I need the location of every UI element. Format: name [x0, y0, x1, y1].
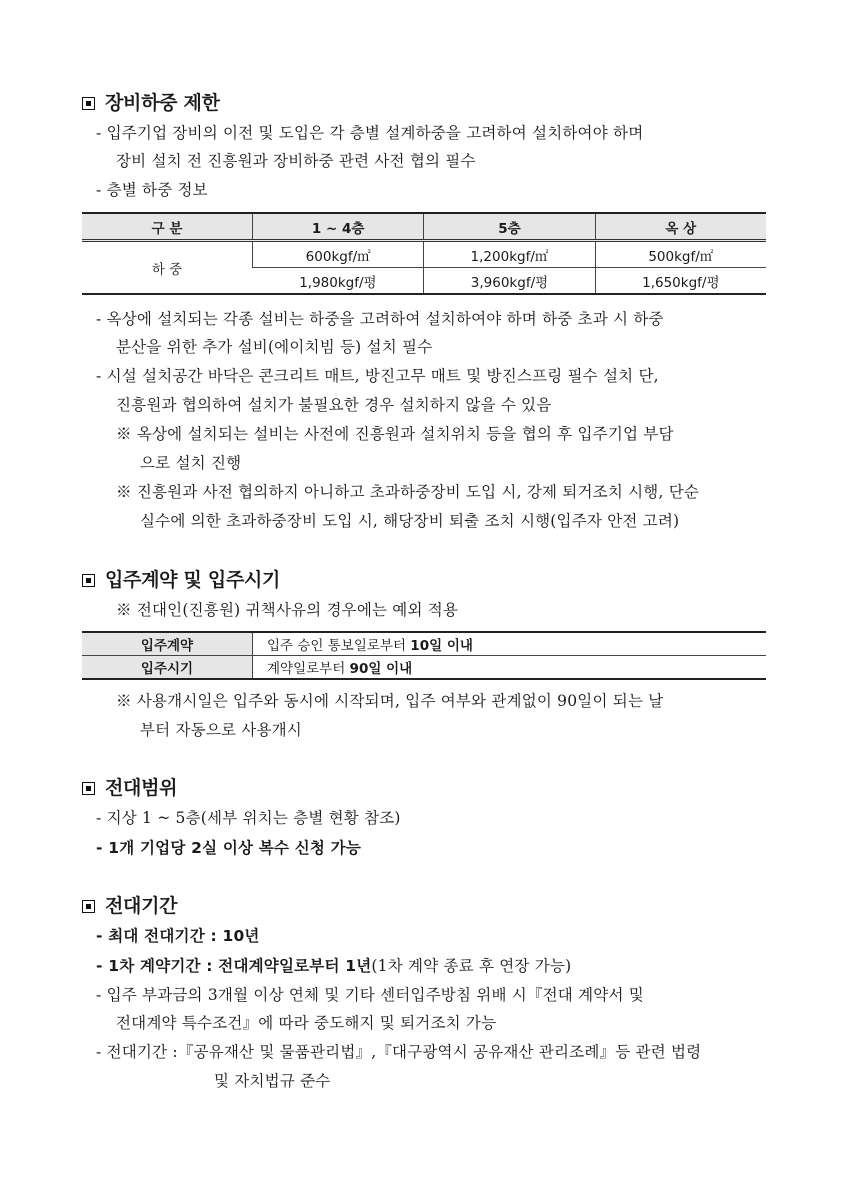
square-bullet-icon	[82, 97, 95, 110]
table-row	[82, 241, 766, 268]
text-line: - 옥상에 설치되는 각종 설비는 하중을 고려하여 설치하여야 하며 하중 초과 시 하중	[96, 310, 664, 328]
text-line: - 시설 설치공간 바닥은 콘크리트 매트, 방진고무 매트 및 방진스프링 필수 설치 단,	[96, 367, 659, 385]
text-line: - 1차 계약기간 : 전대계약일로부터 1년(1차 계약 종료 후 연장 가능)	[96, 957, 572, 975]
table-cell: 3,960kgf/평	[424, 268, 595, 295]
section-title-sublease-period: 전대기간	[82, 891, 177, 918]
note-line: ※ 진흥원과 사전 협의하지 아니하고 초과하중장비 도입 시, 강제 퇴거조치 시행, 단순	[116, 483, 700, 501]
text-line: - 층별 하중 정보	[96, 181, 208, 199]
contract-table	[82, 631, 766, 680]
table-key-cell: 입주시기	[82, 656, 253, 680]
table-cell: 500kgf/㎡	[595, 241, 766, 268]
text-line-bold: - 최대 전대기간 : 10년	[96, 927, 260, 945]
header-cell: 1 ~ 4층	[253, 213, 424, 241]
note-line: ※ 전대인(진흥원) 귀책사유의 경우에는 예외 적용	[116, 601, 459, 619]
row-label-cell: 하 중	[151, 261, 183, 278]
square-bullet-icon	[82, 574, 95, 587]
text-line: 장비 설치 전 진흥원과 장비하중 관련 사전 협의 필수	[116, 152, 476, 170]
header-cell: 옥 상	[595, 213, 766, 241]
text-line: 분산을 위한 추가 설비(에이치빔 등) 설치 필수	[116, 338, 433, 356]
table-cell: 600kgf/㎡	[253, 241, 424, 268]
text-line: 전대계약 특수조건』에 따라 중도해지 및 퇴거조치 가능	[116, 1014, 497, 1032]
table-value-cell: 계약일로부터 90일 이내	[253, 656, 767, 680]
header-cell: 5층	[424, 213, 595, 241]
text-line-bold: - 1개 기업당 2실 이상 복수 신청 가능	[96, 839, 362, 857]
note-line: ※ 사용개시일은 입주와 동시에 시작되며, 입주 여부와 관계없이 90일이 되는 날	[116, 692, 664, 710]
note-line: 으로 설치 진행	[140, 454, 242, 472]
table-key-cell: 입주계약	[82, 632, 253, 656]
text-line: - 입주 부과금의 3개월 이상 연체 및 기타 센터입주방침 위배 시『전대 계약서 및	[96, 986, 644, 1004]
section-title-contract: 입주계약 및 입주시기	[82, 565, 280, 592]
note-line: 실수에 의한 초과하중장비 도입 시, 해당장비 퇴출 조치 시행(입주자 안전 고려)	[140, 512, 680, 530]
header-cell: 구 분	[82, 213, 253, 241]
table-cell: 1,650kgf/평	[595, 268, 766, 295]
text-line: 진흥원과 협의하여 설치가 불필요한 경우 설치하지 않을 수 있음	[116, 396, 552, 414]
note-line: ※ 옥상에 설치되는 설비는 사전에 진흥원과 설치위치 등을 협의 후 입주기업 부담	[116, 425, 674, 443]
table-row	[82, 656, 766, 680]
table-cell: 1,200kgf/㎡	[424, 241, 595, 268]
text-line: - 전대기간 :『공유재산 및 물품관리법』,『대구광역시 공유재산 관리조례』등 관련 법령	[96, 1043, 702, 1061]
floor-load-table	[82, 212, 766, 295]
note-line: 부터 자동으로 사용개시	[140, 721, 302, 739]
text-line: 및 자치법규 준수	[214, 1072, 331, 1090]
table-row	[82, 632, 766, 656]
table-cell: 1,980kgf/평	[299, 274, 377, 291]
square-bullet-icon	[82, 900, 95, 913]
section-title-equipment-load: 장비하중 제한	[82, 88, 220, 115]
square-bullet-icon	[82, 782, 95, 795]
section-title-sublease-scope: 전대범위	[82, 773, 177, 800]
table-value-cell: 입주 승인 통보일로부터 10일 이내	[253, 632, 767, 656]
text-line: - 지상 1 ~ 5층(세부 위치는 층별 현황 참조)	[96, 809, 401, 827]
text-line: - 입주기업 장비의 이전 및 도입은 각 층별 설계하중을 고려하여 설치하여야 하며	[96, 124, 644, 142]
table-header-row	[82, 213, 766, 241]
